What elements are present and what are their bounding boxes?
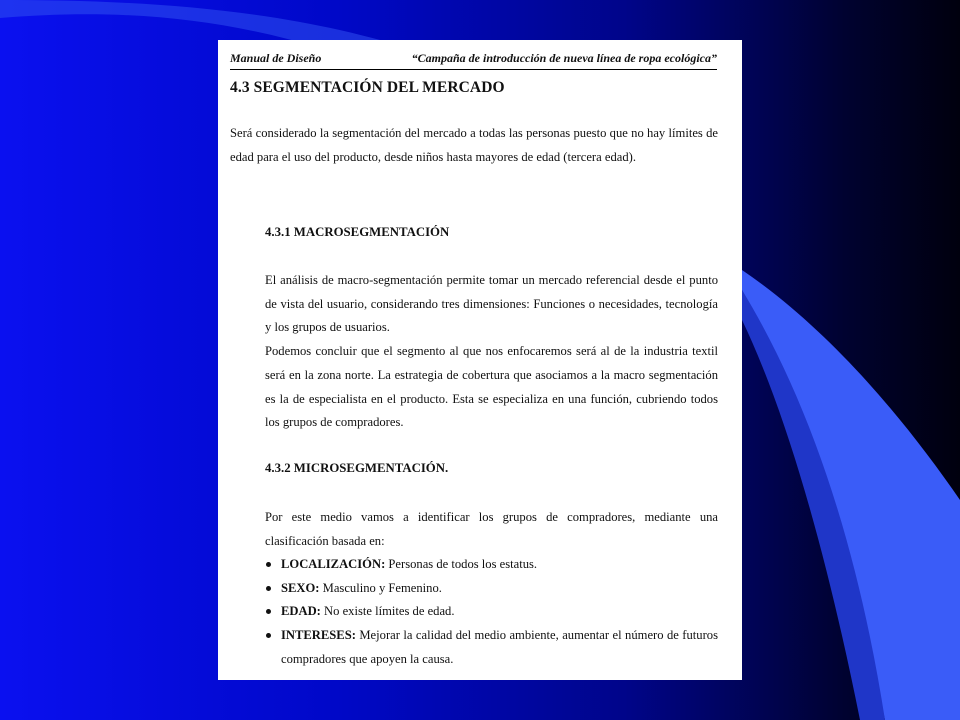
- bullet-label: SEXO:: [281, 580, 320, 595]
- list-item: [263, 577, 718, 601]
- list-item: [263, 553, 718, 577]
- bullet-icon: [266, 562, 271, 567]
- bullet-text: No existe límites de edad.: [320, 604, 455, 619]
- document-page: [218, 40, 742, 680]
- micro-paragraph: Por este medio vamos a identificar los grupos de compradores, mediante una clasificación basada en:: [265, 510, 718, 548]
- bullet-text: Masculino y Femenino.: [319, 580, 442, 595]
- bullet-icon: [266, 633, 271, 638]
- bullet-label: INTERESES:: [281, 628, 356, 643]
- list-item: [263, 624, 718, 671]
- running-header: [230, 51, 717, 66]
- header-right: “Campaña de introducción de nueva línea de ropa ecológica”: [411, 51, 717, 65]
- section-title: 4.3 SEGMENTACIÓN DEL MERCADO: [230, 79, 505, 96]
- bullet-label: LOCALIZACIÓN:: [281, 557, 386, 571]
- bullet-label: EDAD:: [281, 604, 321, 619]
- micro-heading: 4.3.2 MICROSEGMENTACIÓN.: [265, 461, 449, 475]
- bullet-icon: [266, 609, 271, 614]
- bullet-icon: [266, 586, 271, 591]
- header-rule: [230, 69, 717, 70]
- intro-paragraph: Será considerado la segmentación del mercado a todas las personas puesto que no hay límites de edad para el uso del producto, desde niños hasta mayores de edad (tercera edad).: [230, 126, 718, 164]
- bullet-text: Personas de todos los estatus.: [385, 557, 538, 571]
- header-left: Manual de Diseño: [230, 51, 322, 65]
- list-item: [263, 600, 718, 624]
- bullet-text: Mejorar la calidad del medio ambiente, aumentar el número de futuros compradores que apoyen la causa.: [281, 628, 718, 666]
- macro-paragraph: El análisis de macro-segmentación permite tomar un mercado referencial desde el punto de vista del usuario, considerando tres dimensiones: Funciones o necesidades, tecnología y los grupos de usuarios. Podemos concluir que el segmento al que nos enfocaremos será al de la industria textil será en la zona norte. La estrategia de cobertura que asociamos a la macro segmentación es la de especialista en el producto. Esta se especializa en una función, cubriendo todos los grupos de compradores.: [265, 273, 718, 430]
- micro-bullet-list: [263, 553, 718, 672]
- macro-heading: 4.3.1 MACROSEGMENTACIÓN: [265, 225, 450, 239]
